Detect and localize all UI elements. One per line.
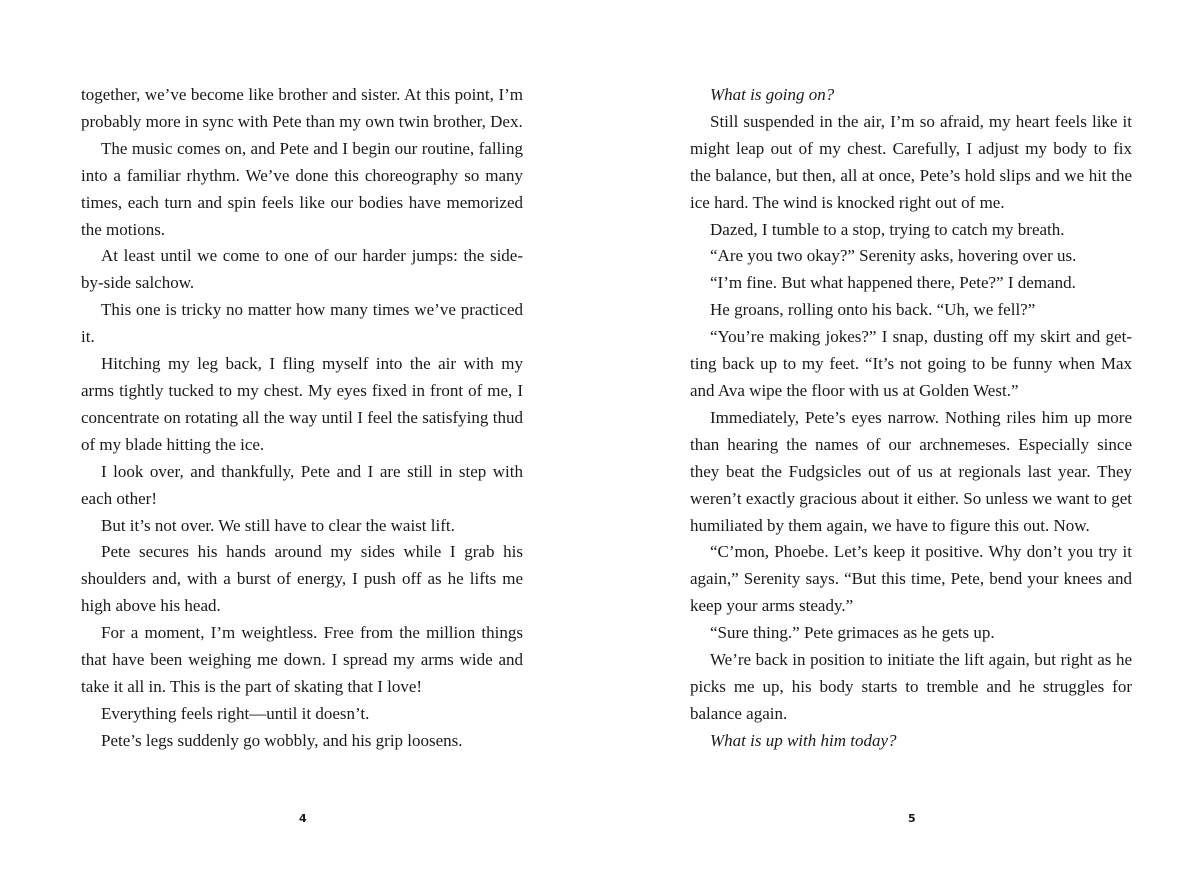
right-page <box>690 82 1132 755</box>
paragraph: “Are you two okay?” Serenity asks, hovering over us. <box>710 246 1077 266</box>
paragraph: “Sure thing.” Pete grimaces as he gets up. <box>710 623 995 643</box>
paragraph: What is going on? <box>710 85 835 104</box>
paragraph: At least until we come to one of our harder jumps: the side-by-side salchow. <box>81 246 523 293</box>
page-number-right: 5 <box>908 812 916 825</box>
paragraph: “C’mon, Phoebe. Let’s keep it positive. Why don’t you try it again,” Serenity says. “But this time, Pete, bend your knees and keep your arms steady.” <box>690 542 1132 616</box>
paragraph: Hitching my leg back, I fling myself into the air with my arms tightly tucked to my chest. My eyes fixed in front of me, I concentrate on rotating all the way until I feel the satisfying thud of my blade hitting the ice. <box>81 354 523 454</box>
paragraph: But it’s not over. We still have to clear the waist lift. <box>101 515 455 535</box>
paragraph: I look over, and thankfully, Pete and I are still in step with each other! <box>81 461 523 508</box>
paragraph: Everything feels right—until it doesn’t. <box>101 703 370 723</box>
page-number-left: 4 <box>299 812 307 825</box>
paragraph: Pete secures his hands around my sides while I grab his shoulders and, with a burst of energy, I push off as he lifts me high above his head. <box>81 542 523 616</box>
paragraph: We’re back in position to initiate the lift again, but right as he picks me up, his body starts to tremble and he struggles for balance again. <box>690 650 1132 723</box>
left-page-text <box>81 82 523 755</box>
left-page <box>81 82 523 755</box>
paragraph: The music comes on, and Pete and I begin our routine, falling into a familiar rhythm. We’ve done this choreography so many times, each turn and spin feels like our bodies have memorized the motions. <box>81 138 523 239</box>
paragraph: “I’m fine. But what happened there, Pete?” I demand. <box>710 273 1076 293</box>
paragraph: Still suspended in the air, I’m so afraid, my heart feels like it might leap out of my chest. Carefully, I adjust my body to fix the balance, but then, all at once, Pete’s hold slips and we hit the ice hard. The wind is knocked right out of me. <box>690 111 1132 212</box>
paragraph: together, we’ve become like brother and sister. At this point, I’m probably more in sync with Pete than my own twin brother, Dex. <box>81 85 523 131</box>
paragraph: He groans, rolling onto his back. “Uh, we fell?” <box>710 300 1036 320</box>
paragraph: For a moment, I’m weightless. Free from the million things that have been weighing me down. I spread my arms wide and take it all in. This is the part of skating that I love! <box>81 623 523 696</box>
paragraph: “You’re making jokes?” I snap, dusting off my skirt and getting back up to my feet. “It’s not going to be funny when Max and Ava wipe the floor with us at Golden West.” <box>690 327 1132 400</box>
right-page-text <box>690 82 1132 755</box>
paragraph: Dazed, I tumble to a stop, trying to catch my breath. <box>710 219 1065 239</box>
paragraph: Immediately, Pete’s eyes narrow. Nothing riles him up more than hearing the names of our archnemeses. Especially since they beat the Fudgsicles out of us at regionals last year. They weren’t exactly gracious about it either. So unless we want to get humiliated by them again, we have to figure this out. Now. <box>690 407 1132 535</box>
paragraph: This one is tricky no matter how many times we’ve practiced it. <box>81 300 523 347</box>
paragraph: Pete’s legs suddenly go wobbly, and his grip loosens. <box>101 730 463 750</box>
paragraph: What is up with him today? <box>710 730 897 750</box>
